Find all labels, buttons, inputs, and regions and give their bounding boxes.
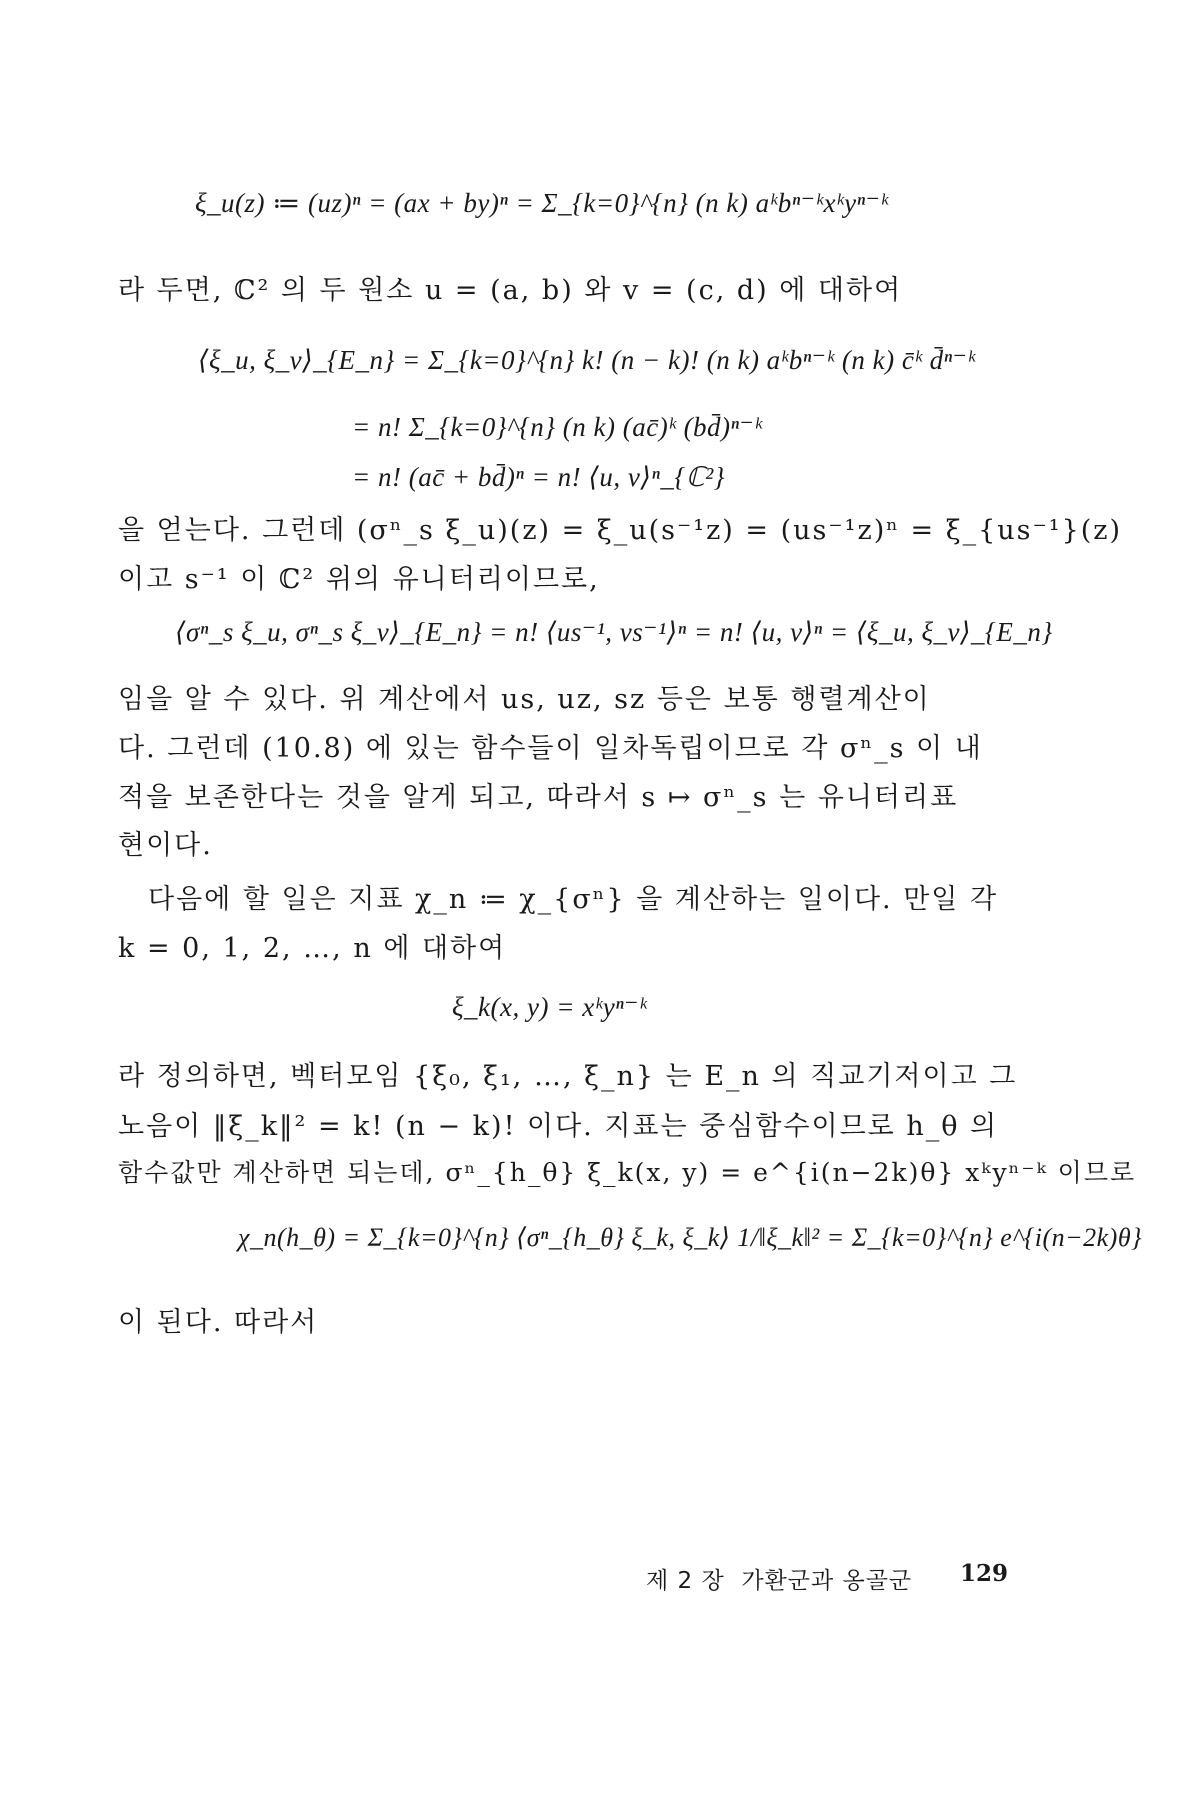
equation-xi-u-definition: ξ_u(z) ≔ (uz)ⁿ = (ax + by)ⁿ = Σ_{k=0}^{n} (n k) aᵏbⁿ⁻ᵏxᵏyⁿ⁻ᵏ <box>195 188 889 218</box>
text-line: 이고 s⁻¹ 이 ℂ² 위의 유니터리이므로, <box>118 564 600 595</box>
text-line: 임을 알 수 있다. 위 계산에서 us, uz, sz 등은 보통 행렬계산이 <box>118 684 931 715</box>
text-line: 을 얻는다. 그런데 (σⁿ_s ξ_u)(z) = ξ_u(s⁻¹z) = (us⁻¹z)ⁿ = ξ_{us⁻¹}(z) <box>118 515 1123 546</box>
text-line: 다. 그런데 (10.8) 에 있는 함수들이 일차독립이므로 각 σⁿ_s 이 내 <box>118 733 983 764</box>
equation-inner-product-2: = n! Σ_{k=0}^{n} (n k) (ac̄)ᵏ (bd̄)ⁿ⁻ᵏ <box>352 412 763 442</box>
chapter-footer: 제 2 장 가환군과 옹골군 <box>646 1568 913 1594</box>
text-line: 노음이 ‖ξ_k‖² = k! (n − k)! 이다. 지표는 중심함수이므로 h_θ 의 <box>118 1111 999 1142</box>
text-line: k = 0, 1, 2, …, n 에 대하여 <box>118 933 507 964</box>
text-line: 함수값만 계산하면 되는데, σⁿ_{h_θ} ξ_k(x, y) = e^{i(n−2k)θ} xᵏyⁿ⁻ᵏ 이므로 <box>118 1158 1137 1187</box>
text-line: 현이다. <box>118 830 213 861</box>
text-line: 라 두면, ℂ² 의 두 원소 u = (a, b) 와 v = (c, d) 에 대하여 <box>118 275 903 306</box>
page-number: 129 <box>960 1560 1009 1587</box>
equation-inner-product-3: = n! (ac̄ + bd̄)ⁿ = n! ⟨u, v⟩ⁿ_{ℂ²} <box>352 462 725 492</box>
equation-xi-k-definition: ξ_k(x, y) = xᵏyⁿ⁻ᵏ <box>452 992 648 1022</box>
text-line: 라 정의하면, 벡터모임 {ξ₀, ξ₁, …, ξ_n} 는 E_n 의 직교기저이고 그 <box>118 1061 1018 1092</box>
text-line: 적을 보존한다는 것을 알게 되고, 따라서 s ↦ σⁿ_s 는 유니터리표 <box>118 782 959 813</box>
equation-inner-product-1: ⟨ξ_u, ξ_v⟩_{E_n} = Σ_{k=0}^{n} k! (n − k)! (n k) aᵏbⁿ⁻ᵏ (n k) c̄ᵏ d̄ⁿ⁻ᵏ <box>198 345 976 375</box>
equation-character: χ_n(h_θ) = Σ_{k=0}^{n} ⟨σⁿ_{h_θ} ξ_k, ξ_k⟩ 1/‖ξ_k‖² = Σ_{k=0}^{n} e^{i(n−2k)θ} <box>238 1223 1143 1252</box>
equation-invariance: ⟨σⁿ_s ξ_u, σⁿ_s ξ_v⟩_{E_n} = n! ⟨us⁻¹, vs⁻¹⟩ⁿ = n! ⟨u, v⟩ⁿ = ⟨ξ_u, ξ_v⟩_{E_n} <box>175 617 1053 647</box>
text-line: 이 된다. 따라서 <box>118 1307 319 1338</box>
text-line: 다음에 할 일은 지표 χ_n ≔ χ_{σⁿ} 을 계산하는 일이다. 만일 각 <box>148 884 999 915</box>
